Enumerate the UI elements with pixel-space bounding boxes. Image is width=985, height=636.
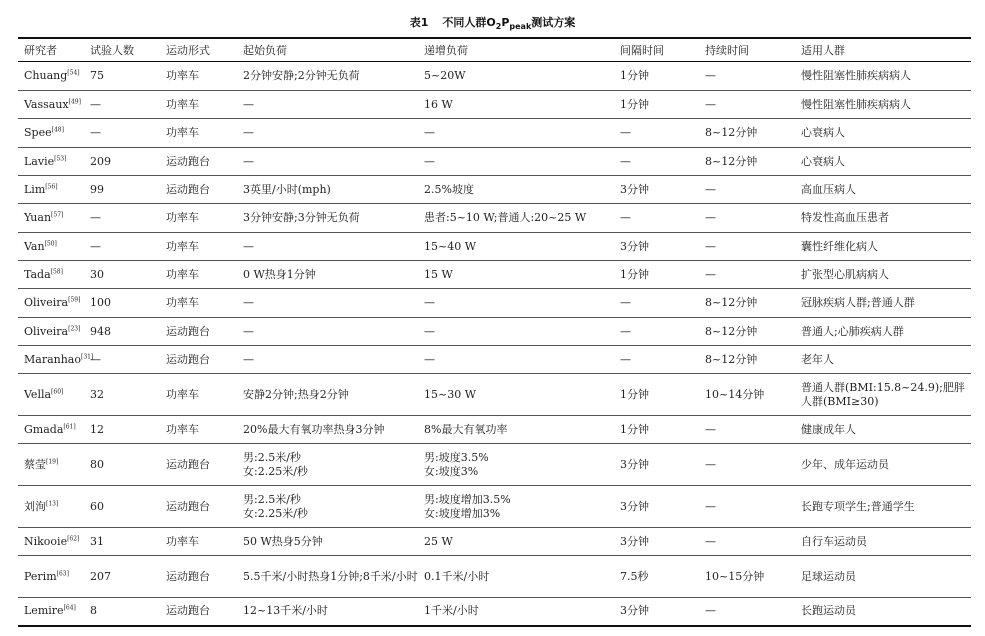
researcher-name: Tada: [24, 267, 51, 281]
cell-interval: —: [614, 346, 699, 374]
table-title-suffix: 测试方案: [531, 16, 576, 29]
cell-interval: 1分钟: [614, 261, 699, 289]
cell-line: 女:坡度增加3%: [424, 506, 501, 520]
cell-increment-load: 1千米/小时: [418, 598, 614, 626]
cell-start-load: [237, 444, 418, 486]
cell-researcher: [18, 374, 84, 416]
cell-duration: —: [699, 176, 795, 204]
cell-increment-load: —: [418, 289, 614, 318]
cell-subjects: 32: [84, 374, 160, 416]
cell-start-load: 3分钟安静;3分钟无负荷: [237, 204, 418, 233]
header-duration: 持续时间: [705, 44, 749, 57]
cell-line: 女:坡度3%: [424, 464, 479, 478]
cell-population: 慢性阻塞性肺疾病病人: [795, 62, 971, 91]
cell-exercise-mode: 运动跑台: [160, 176, 237, 204]
table-row: [18, 318, 971, 346]
header-population: 适用人群: [801, 44, 845, 57]
cell-researcher: [18, 62, 84, 91]
cell-duration: —: [699, 598, 795, 626]
table-row: [18, 233, 971, 261]
reference-number: [31]: [81, 352, 94, 360]
header-start-load: 起始负荷: [243, 44, 287, 57]
researcher-name: Vassaux: [24, 97, 69, 111]
cell-increment-load: [418, 444, 614, 486]
cell-duration: 8~12分钟: [699, 318, 795, 346]
protocol-table: [18, 37, 971, 627]
cell-researcher: [18, 261, 84, 289]
cell-exercise-mode: 运动跑台: [160, 444, 237, 486]
table-caption: [0, 14, 985, 31]
table-row: [18, 204, 971, 233]
table-body: [18, 62, 971, 626]
cell-subjects: 12: [84, 416, 160, 444]
cell-increment-load: [418, 486, 614, 528]
cell-exercise-mode: 功率车: [160, 62, 237, 91]
cell-subjects: —: [84, 233, 160, 261]
table-row: [18, 62, 971, 91]
reference-number: [23]: [68, 324, 81, 332]
cell-interval: 3分钟: [614, 233, 699, 261]
cell-start-load: —: [237, 233, 418, 261]
cell-researcher: [18, 233, 84, 261]
cell-researcher: [18, 148, 84, 176]
cell-population: 心衰病人: [795, 148, 971, 176]
table-row: [18, 346, 971, 374]
cell-line: 男:坡度3.5%: [424, 450, 489, 464]
researcher-name: Lemire: [24, 604, 64, 618]
cell-subjects: —: [84, 346, 160, 374]
cell-researcher: [18, 289, 84, 318]
reference-number: [53]: [54, 154, 67, 162]
table-title-prefix: 不同人群O: [442, 16, 496, 29]
researcher-name: 刘洵: [24, 499, 46, 513]
researcher-name: Lavie: [24, 154, 55, 168]
table-row: [18, 289, 971, 318]
cell-start-load: 5.5千米/小时热身1分钟;8千米/小时: [237, 556, 418, 598]
researcher-name: Spee: [24, 126, 52, 139]
cell-duration: 10~14分钟: [699, 374, 795, 416]
cell-exercise-mode: 功率车: [160, 233, 237, 261]
researcher-name: Oliveira: [24, 296, 69, 309]
cell-population: 囊性纤维化病人: [795, 233, 971, 261]
cell-increment-load: 15~40 W: [418, 233, 614, 261]
cell-start-load: 50 W热身5分钟: [237, 528, 418, 556]
cell-start-load: [237, 486, 418, 528]
researcher-name: Lim: [24, 182, 46, 196]
cell-exercise-mode: 运动跑台: [160, 556, 237, 598]
cell-duration: 10~15分钟: [699, 556, 795, 598]
cell-interval: 3分钟: [614, 176, 699, 204]
reference-number: [58]: [50, 267, 63, 275]
reference-number: [59]: [68, 296, 81, 304]
table-row: [18, 556, 971, 598]
cell-interval: —: [614, 148, 699, 176]
cell-researcher: [18, 204, 84, 233]
cell-increment-load: 0.1千米/小时: [418, 556, 614, 598]
cell-exercise-mode: 功率车: [160, 119, 237, 148]
cell-population: 老年人: [795, 346, 971, 374]
cell-population: 普通人;心肺疾病人群: [795, 318, 971, 346]
table-row: [18, 486, 971, 528]
cell-start-load: 安静2分钟;热身2分钟: [237, 374, 418, 416]
cell-increment-load: —: [418, 148, 614, 176]
cell-start-load: —: [237, 346, 418, 374]
cell-population: 少年、成年运动员: [795, 444, 971, 486]
cell-duration: —: [699, 444, 795, 486]
cell-subjects: 30: [84, 261, 160, 289]
cell-duration: —: [699, 91, 795, 119]
cell-exercise-mode: 功率车: [160, 289, 237, 318]
cell-researcher: [18, 346, 94, 374]
cell-line: 男:坡度增加3.5%: [424, 492, 511, 506]
cell-population: 长跑运动员: [795, 598, 971, 626]
cell-interval: 1分钟: [614, 374, 699, 416]
table-row: [18, 261, 971, 289]
reference-number: [57]: [51, 211, 64, 219]
cell-subjects: 99: [84, 176, 160, 204]
cell-duration: —: [699, 233, 795, 261]
cell-increment-load: 15 W: [418, 261, 614, 289]
cell-exercise-mode: 功率车: [160, 204, 237, 233]
cell-exercise-mode: 运动跑台: [160, 318, 237, 346]
cell-exercise-mode: 功率车: [160, 91, 237, 119]
cell-population: 特发性高血压患者: [795, 204, 971, 233]
cell-researcher: [18, 598, 84, 626]
cell-duration: —: [699, 486, 795, 528]
table-row: [18, 91, 971, 119]
cell-start-load: —: [237, 148, 418, 176]
cell-interval: 1分钟: [614, 62, 699, 91]
researcher-name: Gmada: [24, 422, 64, 436]
reference-number: [49]: [68, 97, 81, 105]
cell-subjects: 31: [84, 528, 160, 556]
cell-increment-load: 16 W: [418, 91, 614, 119]
cell-population: 长跑专项学生;普通学生: [795, 486, 971, 528]
cell-subjects: 207: [84, 556, 160, 598]
cell-duration: 8~12分钟: [699, 119, 795, 148]
cell-duration: 8~12分钟: [699, 289, 795, 318]
cell-exercise-mode: 运动跑台: [160, 346, 237, 374]
cell-increment-load: 患者:5~10 W;普通人:20~25 W: [418, 204, 614, 233]
cell-duration: 8~12分钟: [699, 148, 795, 176]
cell-population: 足球运动员: [795, 556, 971, 598]
cell-start-load: —: [237, 91, 418, 119]
reference-number: [62]: [67, 534, 80, 542]
cell-start-load: 3英里/小时(mph): [237, 176, 418, 204]
cell-increment-load: 25 W: [418, 528, 614, 556]
reference-number: [50]: [44, 239, 57, 247]
researcher-name: Vella: [24, 387, 52, 401]
reference-number: [54]: [67, 69, 80, 77]
table-row: [18, 148, 971, 176]
researcher-name: Perim: [24, 569, 57, 583]
table-row: [18, 598, 971, 626]
header-exercise-mode: 运动形式: [166, 44, 210, 57]
cell-duration: —: [699, 62, 795, 91]
reference-number: [64]: [63, 604, 76, 612]
cell-line: 女:2.25米/秒: [243, 464, 308, 478]
researcher-name: 蔡莹: [24, 457, 46, 471]
cell-researcher: [18, 119, 84, 148]
researcher-name: Yuan: [24, 211, 52, 224]
cell-exercise-mode: 运动跑台: [160, 486, 237, 528]
cell-researcher: [18, 528, 84, 556]
cell-researcher: [18, 91, 84, 119]
table-title-sub2: peak: [509, 22, 532, 32]
cell-researcher: [18, 444, 84, 486]
cell-duration: —: [699, 204, 795, 233]
researcher-name: Oliveira: [24, 324, 69, 338]
cell-start-load: —: [237, 119, 418, 148]
reference-number: [48]: [51, 126, 64, 134]
cell-interval: 3分钟: [614, 486, 699, 528]
table-label: 表1: [409, 16, 429, 29]
cell-subjects: 209: [84, 148, 160, 176]
cell-population: 心衰病人: [795, 119, 971, 148]
cell-start-load: 20%最大有氧功率热身3分钟: [237, 416, 418, 444]
reference-number: [19]: [46, 457, 59, 465]
cell-interval: 1分钟: [614, 91, 699, 119]
header-row: [18, 38, 971, 62]
cell-increment-load: 8%最大有氧功率: [418, 416, 614, 444]
cell-increment-load: 15~30 W: [418, 374, 614, 416]
table-row: [18, 416, 971, 444]
cell-researcher: [18, 176, 84, 204]
table-row: [18, 528, 971, 556]
cell-interval: 7.5秒: [614, 556, 699, 598]
researcher-name: Nikooie: [24, 534, 68, 548]
cell-increment-load: 5~20W: [418, 62, 614, 91]
cell-subjects: 100: [84, 289, 160, 318]
cell-start-load: 12~13千米/小时: [237, 598, 418, 626]
cell-interval: —: [614, 318, 699, 346]
cell-duration: —: [699, 416, 795, 444]
cell-subjects: —: [84, 204, 160, 233]
cell-subjects: —: [84, 119, 160, 148]
cell-line: 女:2.25米/秒: [243, 506, 308, 520]
cell-start-load: 0 W热身1分钟: [237, 261, 418, 289]
cell-population: 扩张型心肌病病人: [795, 261, 971, 289]
cell-duration: —: [699, 261, 795, 289]
researcher-name: Maranhao: [24, 352, 81, 366]
cell-duration: 8~12分钟: [699, 346, 795, 374]
cell-population: 自行车运动员: [795, 528, 971, 556]
cell-subjects: 75: [84, 62, 160, 91]
cell-interval: 3分钟: [614, 444, 699, 486]
cell-line: 男:2.5米/秒: [243, 492, 301, 506]
cell-exercise-mode: 功率车: [160, 528, 237, 556]
reference-number: [56]: [45, 182, 58, 190]
table-header: [18, 38, 971, 62]
researcher-name: Van: [24, 239, 45, 253]
cell-interval: —: [614, 289, 699, 318]
table-row: [18, 444, 971, 486]
cell-population: 冠脉疾病人群;普通人群: [795, 289, 971, 318]
header-interval: 间隔时间: [620, 44, 664, 57]
reference-number: [13]: [46, 499, 59, 507]
cell-subjects: 8: [84, 598, 160, 626]
table-title-mid: P: [501, 16, 510, 29]
cell-increment-load: —: [418, 346, 614, 374]
cell-researcher: [18, 416, 84, 444]
cell-exercise-mode: 功率车: [160, 374, 237, 416]
cell-increment-load: 2.5%坡度: [418, 176, 614, 204]
table-title-sub1: 2: [495, 22, 502, 32]
cell-population: 慢性阻塞性肺疾病病人: [795, 91, 971, 119]
cell-increment-load: —: [418, 119, 614, 148]
reference-number: [60]: [51, 387, 64, 395]
header-researcher: 研究者: [24, 44, 57, 57]
cell-duration: —: [699, 528, 795, 556]
cell-population: 高血压病人: [795, 176, 971, 204]
cell-subjects: 80: [84, 444, 160, 486]
header-subjects: 试验人数: [90, 44, 134, 57]
cell-researcher: [18, 318, 84, 346]
cell-exercise-mode: 运动跑台: [160, 148, 237, 176]
cell-population: 普通人群(BMI:15.8~24.9);肥胖人群(BMI≥30): [795, 374, 971, 416]
cell-start-load: —: [237, 318, 418, 346]
cell-line: 男:2.5米/秒: [243, 450, 301, 464]
header-increment-load: 递增负荷: [424, 44, 468, 57]
cell-start-load: 2分钟安静;2分钟无负荷: [237, 62, 418, 91]
cell-interval: 1分钟: [614, 416, 699, 444]
cell-subjects: 948: [84, 318, 160, 346]
cell-subjects: 60: [84, 486, 160, 528]
cell-population: 健康成年人: [795, 416, 971, 444]
cell-exercise-mode: 运动跑台: [160, 598, 237, 626]
cell-researcher: [18, 556, 84, 598]
cell-subjects: —: [84, 91, 160, 119]
cell-exercise-mode: 功率车: [160, 261, 237, 289]
researcher-name: Chuang: [24, 69, 68, 82]
cell-interval: —: [614, 204, 699, 233]
cell-interval: —: [614, 119, 699, 148]
cell-interval: 3分钟: [614, 528, 699, 556]
cell-start-load: —: [237, 289, 418, 318]
cell-increment-load: —: [418, 318, 614, 346]
table-row: [18, 176, 971, 204]
cell-exercise-mode: 功率车: [160, 416, 237, 444]
table-row: [18, 119, 971, 148]
reference-number: [63]: [56, 569, 69, 577]
reference-number: [61]: [63, 422, 76, 430]
cell-interval: 3分钟: [614, 598, 699, 626]
cell-researcher: [18, 486, 84, 528]
table-row: [18, 374, 971, 416]
